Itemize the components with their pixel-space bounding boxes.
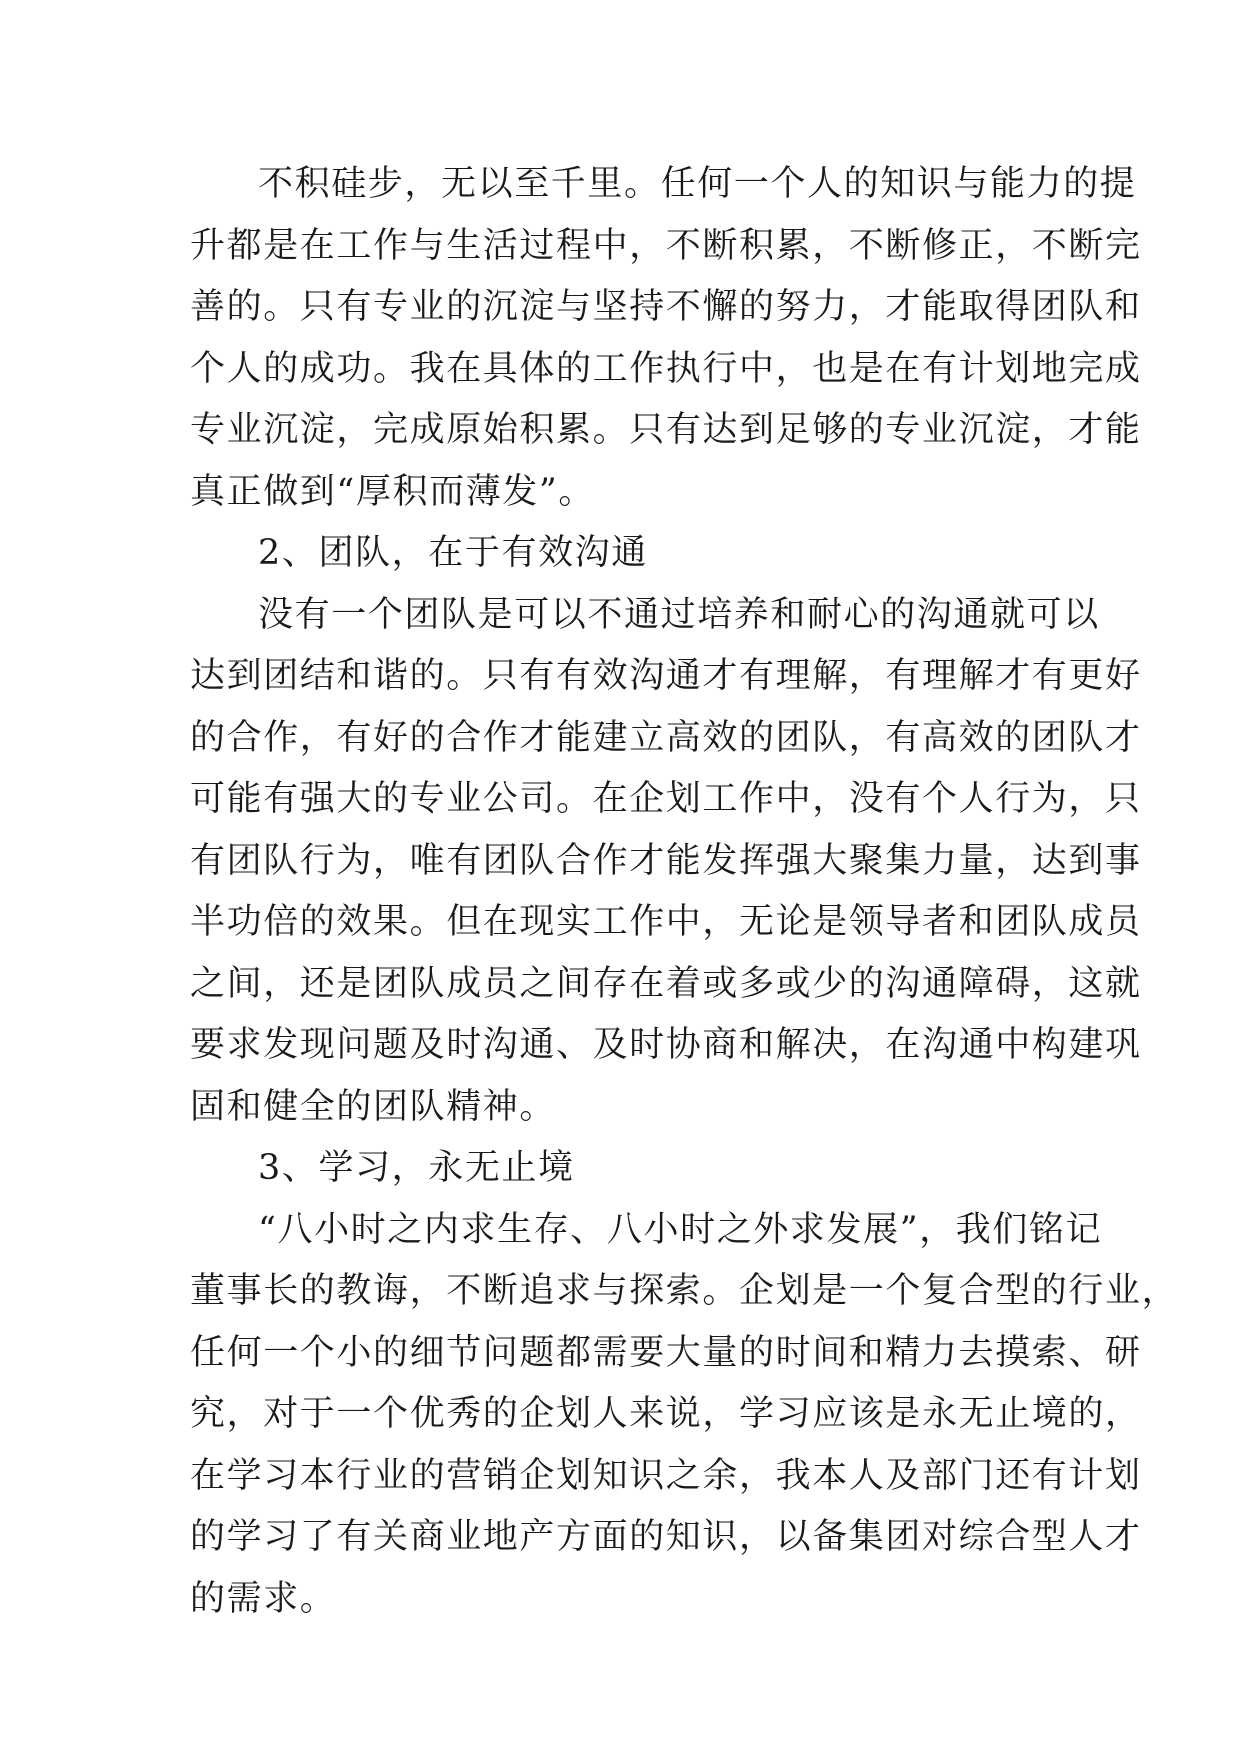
paragraph-line: 究，对于一个优秀的企划人来说，学习应该是永无止境的， [190,1394,1142,1434]
paragraph-line: 个人的成功。我在具体的工作执行中，也是在有计划地完成 [190,348,1142,389]
paragraph-line: 董事长的教诲，不断追求与探索。企划是一个复合型的行业， [190,1271,1179,1311]
paragraph-line: 善的。只有专业的沉淀与坚持不懈的努力，才能取得团队和 [190,287,1142,327]
paragraph-line: 真正做到“厚积而薄发”。 [190,471,595,512]
paragraph-line: 要求发现问题及时沟通、及时协商和解决，在沟通中构建巩 [190,1025,1142,1065]
paragraph-line: 的合作，有好的合作才能建立高效的团队，有高效的团队才 [190,717,1142,758]
paragraph-line: 没有一个团队是可以不通过培养和耐心的沟通就可以 [258,594,1100,635]
section-heading: 2、团队，在于有效沟通 [258,533,648,573]
paragraph-line: 可能有强大的专业公司。在企划工作中，没有个人行为，只 [190,779,1142,819]
paragraph-line: 的学习了有关商业地产方面的知识，以备集团对综合型人才 [190,1517,1142,1557]
paragraph-line: 的需求。 [190,1578,337,1619]
paragraph-line: 任何一个小的细节问题都需要大量的时间和精力去摸索、研 [190,1332,1142,1373]
paragraph-line: 半功倍的效果。但在现实工作中，无论是领导者和团队成员 [190,902,1142,942]
paragraph-line: “八小时之内求生存、八小时之外求发展”，我们铭记 [258,1209,1103,1250]
section-heading: 3、学习，永无止境 [258,1148,575,1188]
paragraph-line: 之间，还是团队成员之间存在着或多或少的沟通障碍，这就 [190,963,1142,1004]
paragraph-line: 有团队行为，唯有团队合作才能发挥强大聚集力量，达到事 [190,840,1142,881]
paragraph-line: 不积硅步，无以至千里。任何一个人的知识与能力的提 [258,164,1137,204]
paragraph-line: 专业沉淀，完成原始积累。只有达到足够的专业沉淀，才能 [190,410,1142,450]
paragraph-line: 升都是在工作与生活过程中，不断积累，不断修正，不断完 [190,225,1142,266]
paragraph-line: 达到团结和谐的。只有有效沟通才有理解，有理解才有更好 [190,656,1142,696]
document-body [190,154,1179,1630]
paragraph-line: 在学习本行业的营销企划知识之余，我本人及部门还有计划 [190,1455,1142,1496]
paragraph-line: 固和健全的团队精神。 [190,1086,557,1127]
